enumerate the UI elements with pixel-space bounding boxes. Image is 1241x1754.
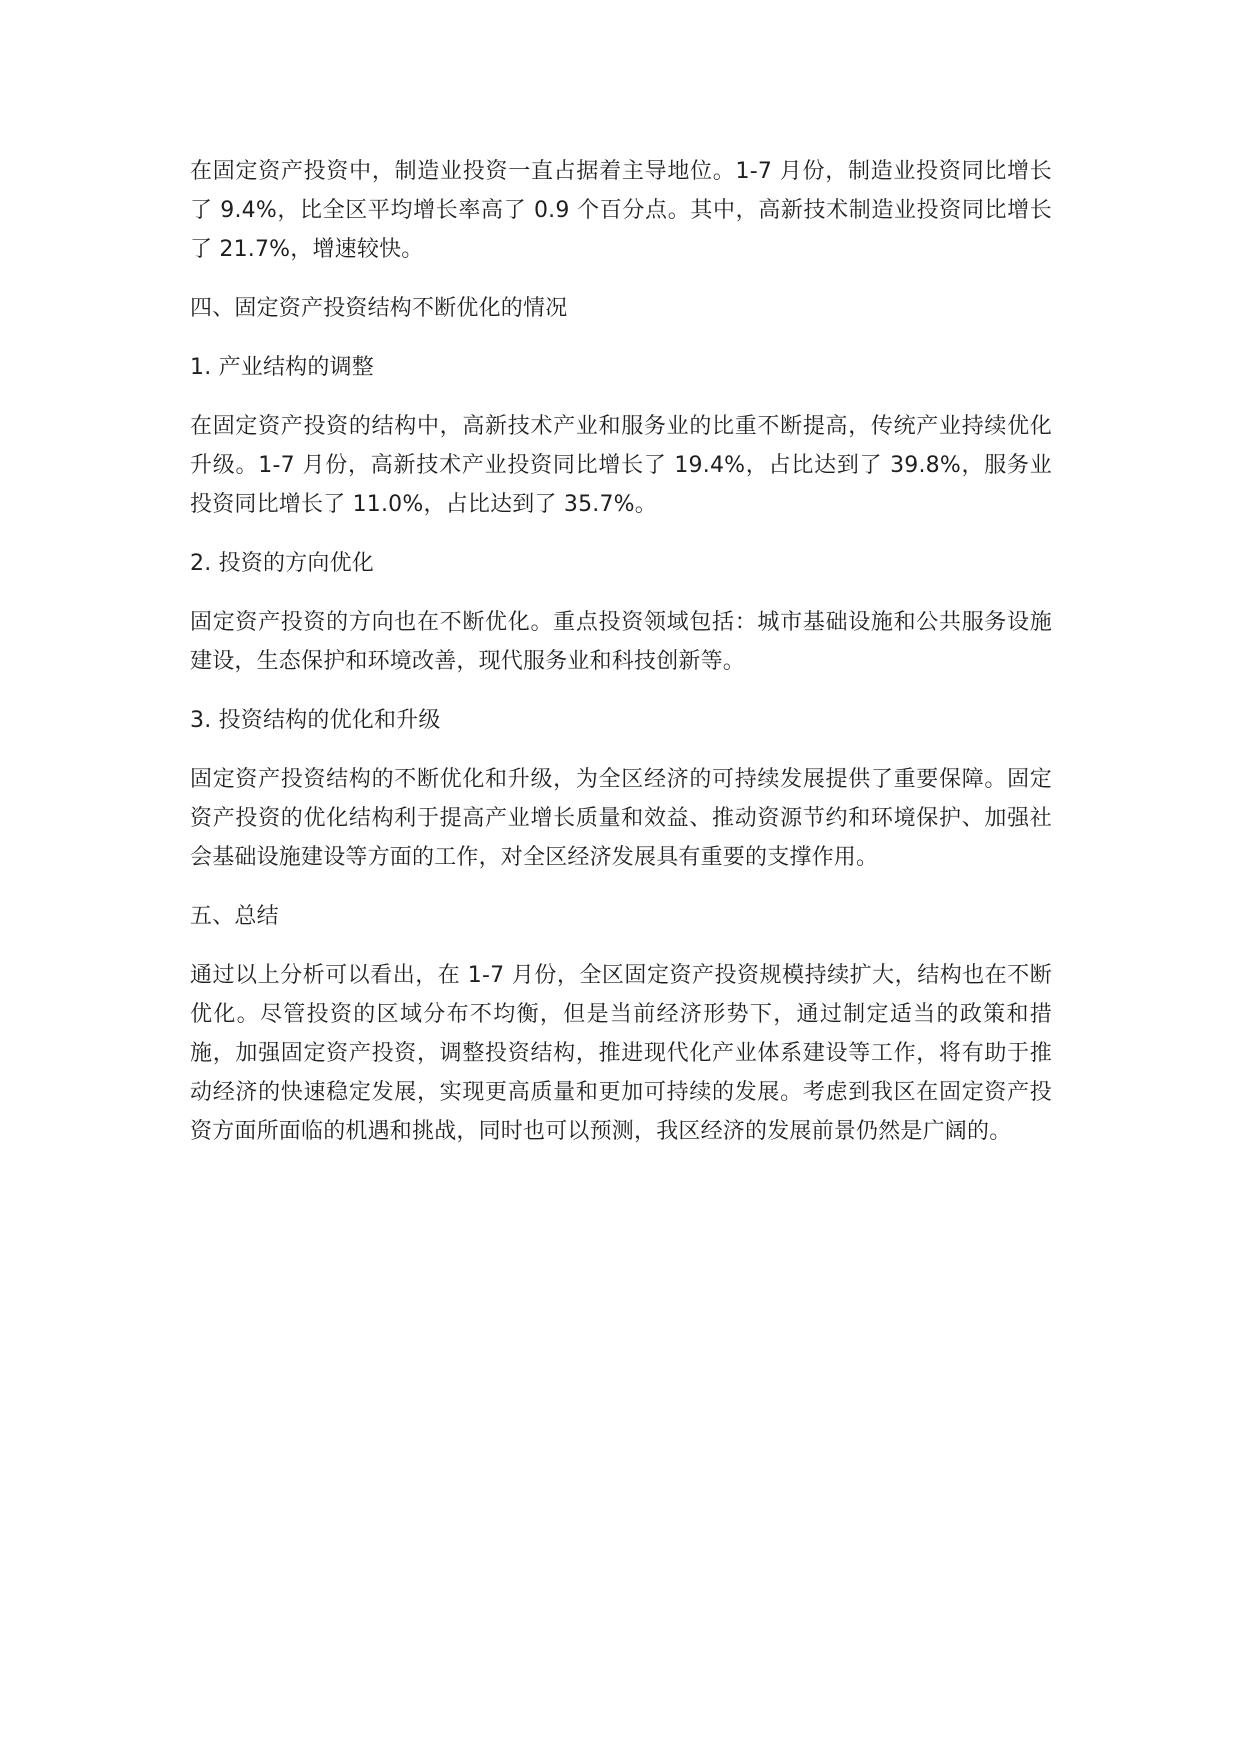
paragraph-structure-upgrade: 固定资产投资结构的不断优化和升级，为全区经济的可持续发展提供了重要保障。固定资产投资的优化结构利于提高产业增长质量和效益、推动资源节约和环境保护、加强社会基础设施建设等方面的工作，对全区经济发展具有重要的支撑作用。 [190,767,1052,870]
section-heading-structure-optimization: 四、固定资产投资结构不断优化的情况 [190,296,568,321]
subheading-structure-upgrade: 3. 投资结构的优化和升级 [190,708,441,733]
section-heading-summary: 五、总结 [190,904,279,929]
subheading-investment-direction: 2. 投资的方向优化 [190,551,374,576]
document-page [190,152,1052,1171]
paragraph-summary: 通过以上分析可以看出，在 1-7 月份，全区固定资产投资规模持续扩大，结构也在不断优化。尽管投资的区域分布不均衡，但是当前经济形势下，通过制定适当的政策和措施，加强固定资产投资，调整投资结构，推进现代化产业体系建设等工作，将有助于推动经济的快速稳定发展，实现更高质量和更加可持续的发展。考虑到我区在固定资产投资方面所面临的机遇和挑战，同时也可以预测，我区经济的发展前景仍然是广阔的。 [190,963,1052,1144]
subheading-industrial-structure: 1. 产业结构的调整 [190,355,374,380]
paragraph-industrial-structure: 在固定资产投资的结构中，高新技术产业和服务业的比重不断提高，传统产业持续优化升级。1-7 月份，高新技术产业投资同比增长了 19.4%，占比达到了 39.8%，服务业投资同比增长了 11.0%，占比达到了 35.7%。 [190,414,1052,517]
paragraph-manufacturing-investment: 在固定资产投资中，制造业投资一直占据着主导地位。1-7 月份，制造业投资同比增长了 9.4%，比全区平均增长率高了 0.9 个百分点。其中，高新技术制造业投资同比增长了 21.7%，增速较快。 [190,159,1052,262]
paragraph-investment-direction: 固定资产投资的方向也在不断优化。重点投资领域包括：城市基础设施和公共服务设施建设，生态保护和环境改善，现代服务业和科技创新等。 [190,610,1052,674]
